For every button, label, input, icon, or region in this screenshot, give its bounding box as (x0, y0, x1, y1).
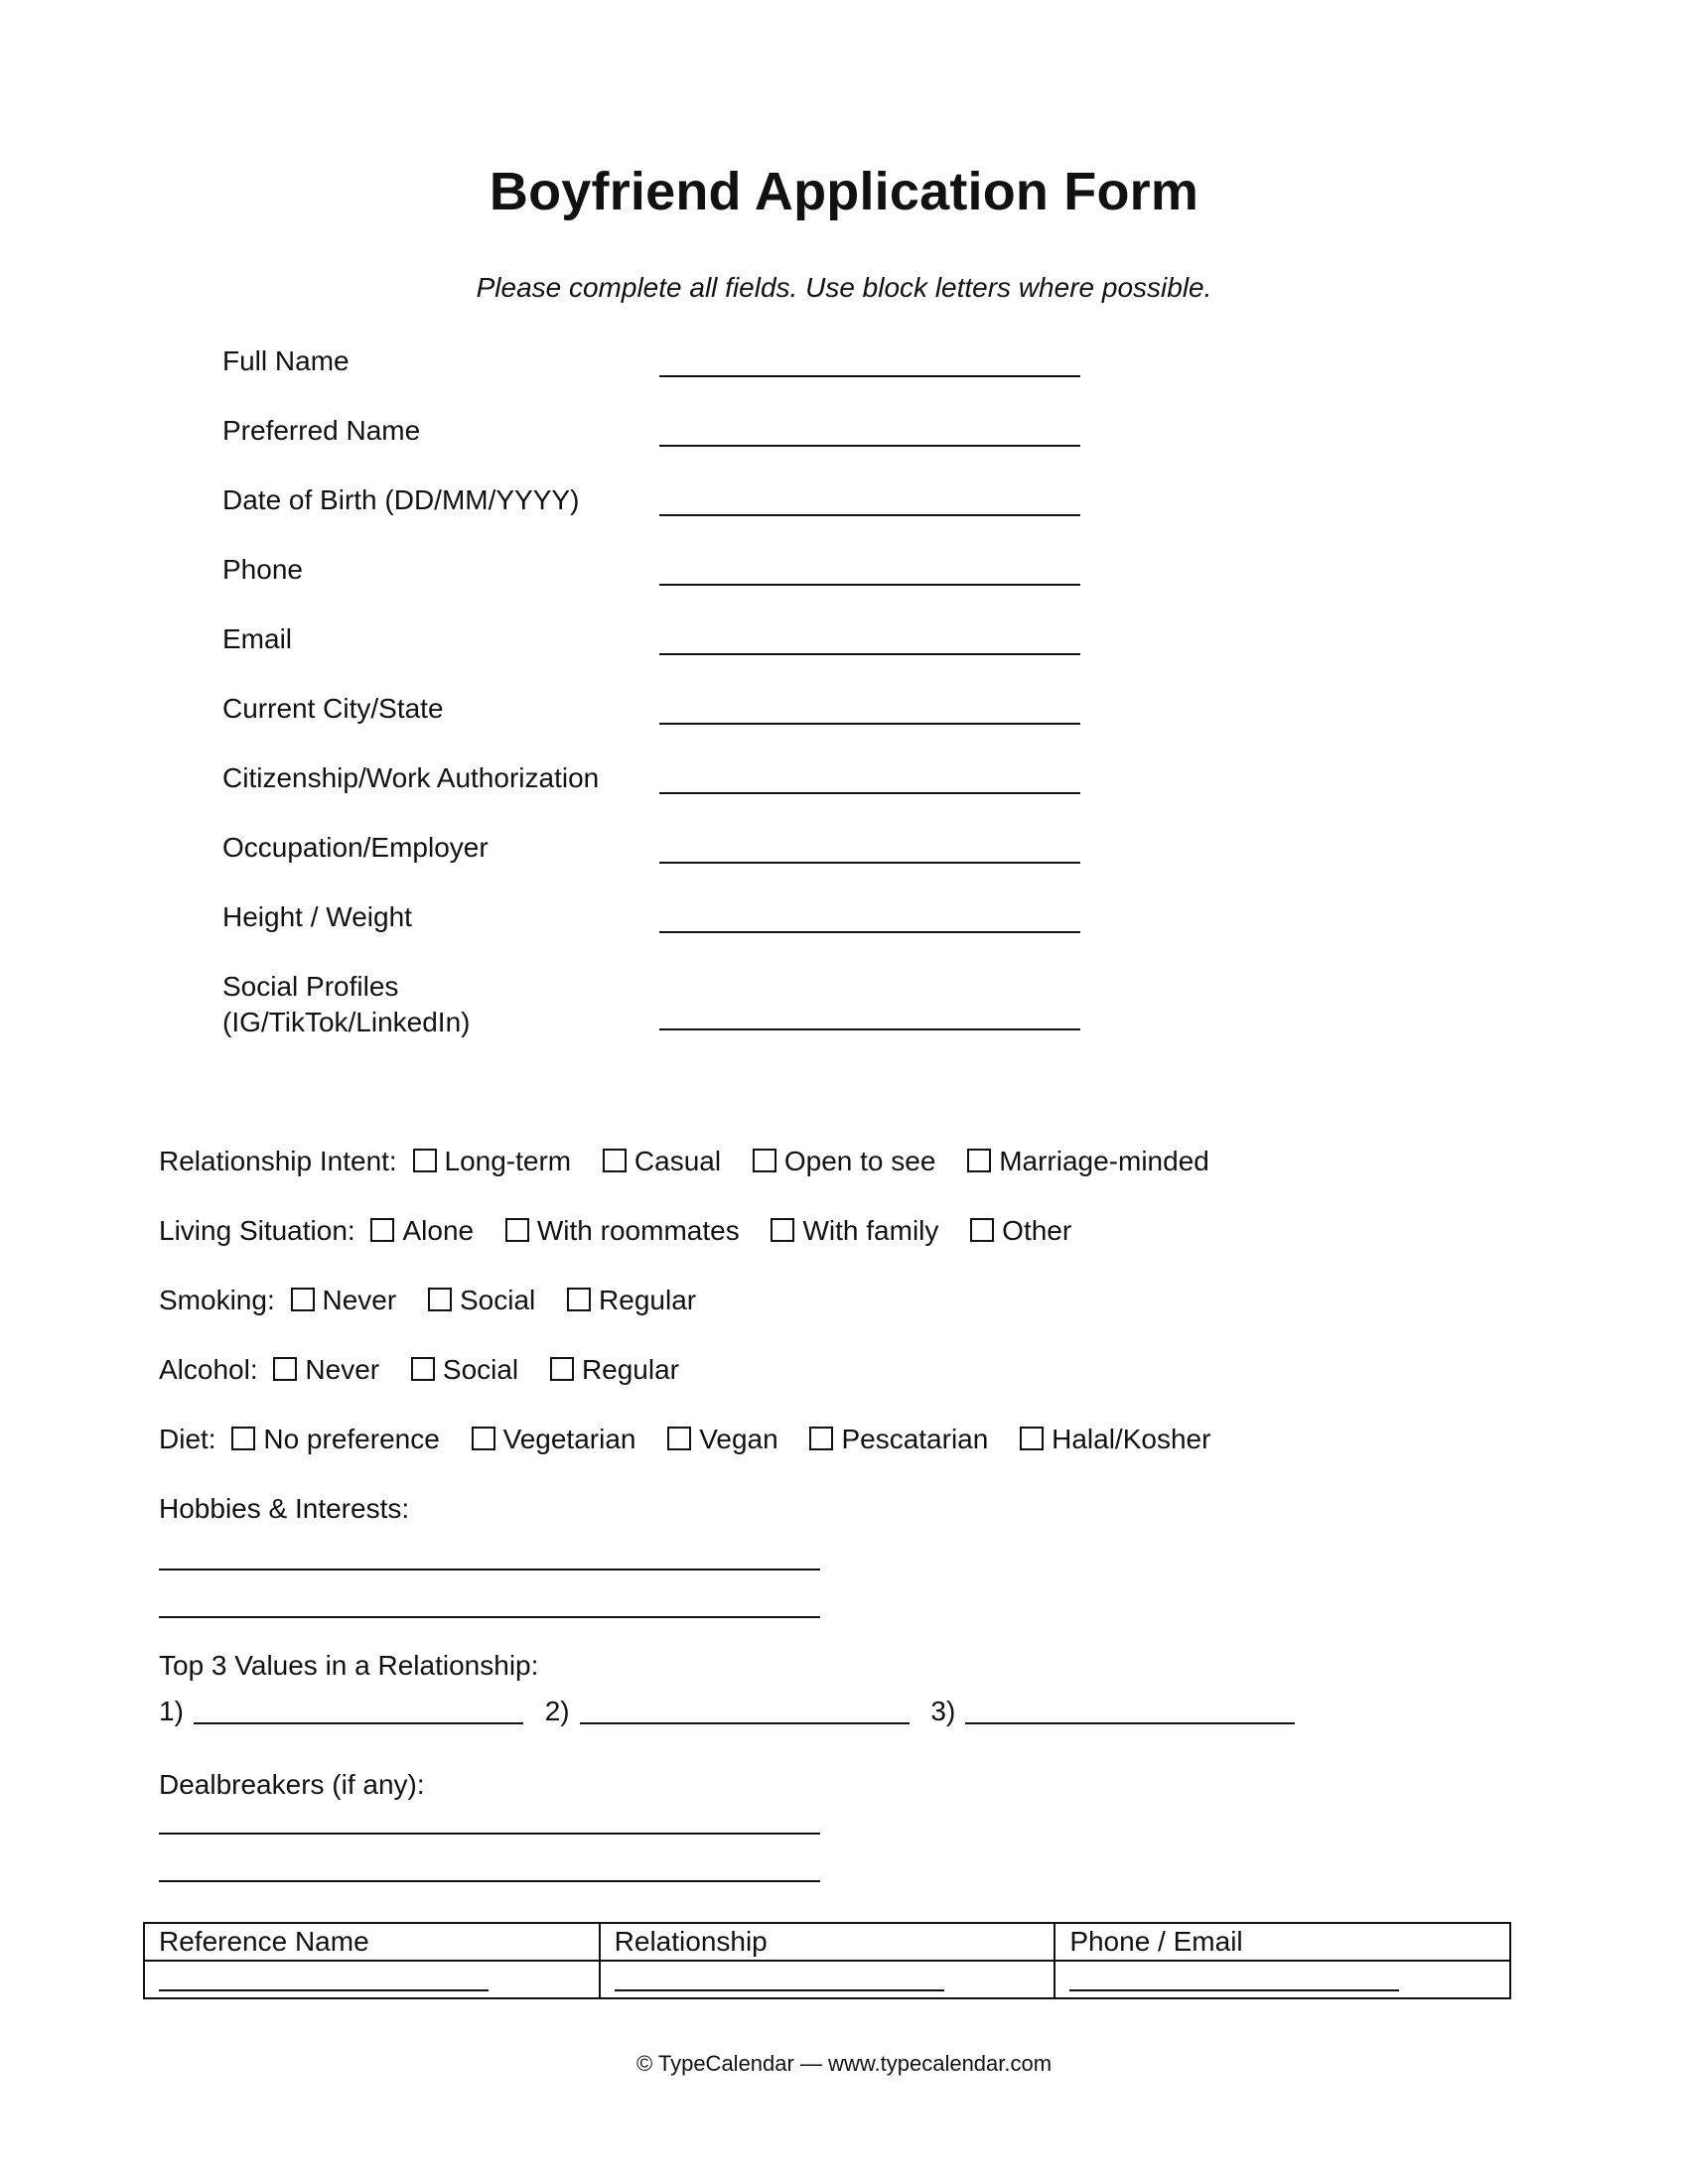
column-header-reference-name: Reference Name (144, 1923, 600, 1961)
phone-email-cell (1055, 1961, 1510, 1998)
option-vegan[interactable] (665, 1420, 777, 1459)
hobbies-label: Hobbies & Interests: (159, 1493, 410, 1524)
occupation-label: Occupation/Employer (222, 832, 489, 863)
phone-label: Phone (222, 554, 303, 585)
option-no-preference[interactable] (229, 1420, 439, 1459)
relationship-intent-label: Relationship Intent: (159, 1146, 397, 1176)
preferred-name-label: Preferred Name (222, 415, 421, 446)
value-number-2: 2) (544, 1696, 570, 1726)
values-row (159, 1696, 1309, 1727)
checkbox-icon[interactable] (603, 1149, 627, 1172)
option-label: Vegan (699, 1424, 778, 1454)
email-label: Email (222, 623, 293, 654)
personal-info-fields (222, 338, 1116, 1082)
living-situation-row (159, 1211, 1549, 1281)
relationship-cell (600, 1961, 1055, 1998)
option-smoking-regular[interactable] (565, 1281, 696, 1320)
option-alcohol-regular[interactable] (548, 1350, 679, 1390)
checkbox-icon[interactable] (809, 1427, 833, 1450)
living-situation-label: Living Situation: (159, 1215, 355, 1246)
city-state-row (222, 685, 1116, 754)
column-header-relationship: Relationship (600, 1923, 1055, 1961)
value-number-3: 3) (930, 1696, 956, 1726)
checkbox-icon[interactable] (370, 1218, 394, 1242)
relationship-field[interactable] (615, 1989, 944, 1991)
option-label: Pescatarian (841, 1424, 989, 1454)
option-label: Social (442, 1354, 519, 1385)
table-row (144, 1961, 1510, 1998)
checkbox-icon[interactable] (753, 1149, 776, 1172)
city-state-field[interactable] (659, 723, 1080, 725)
option-label: Halal/Kosher (1052, 1424, 1211, 1454)
dob-field[interactable] (659, 514, 1080, 516)
dealbreakers-line-1[interactable] (159, 1833, 820, 1835)
option-other[interactable] (968, 1211, 1071, 1251)
value-3-field[interactable] (965, 1722, 1295, 1724)
hobbies-line-2[interactable] (159, 1616, 820, 1618)
instructions: Please complete all fields. Use block letters where possible. (476, 272, 1212, 303)
option-label: With roommates (536, 1215, 740, 1246)
option-label: Regular (581, 1354, 679, 1385)
diet-label: Diet: (159, 1424, 216, 1454)
checkbox-icon[interactable] (428, 1288, 452, 1311)
checkbox-icon[interactable] (411, 1357, 435, 1381)
email-field[interactable] (659, 653, 1080, 655)
checkbox-icon[interactable] (291, 1288, 315, 1311)
height-weight-field[interactable] (659, 931, 1080, 933)
value-2-field[interactable] (580, 1722, 910, 1724)
checkbox-icon[interactable] (550, 1357, 574, 1381)
references-header-row (144, 1923, 1510, 1961)
dealbreakers-line-2[interactable] (159, 1880, 820, 1882)
checkbox-icon[interactable] (667, 1427, 691, 1450)
option-label: Never (305, 1354, 380, 1385)
option-marriage-minded[interactable] (965, 1142, 1209, 1181)
option-pescatarian[interactable] (807, 1420, 988, 1459)
full-name-field[interactable] (659, 375, 1080, 377)
option-long-term[interactable] (411, 1142, 572, 1181)
relationship-intent-row (159, 1142, 1549, 1211)
full-name-row (222, 338, 1116, 407)
alcohol-row (159, 1350, 1549, 1420)
column-header-phone-email: Phone / Email (1055, 1923, 1510, 1961)
preferred-name-row (222, 407, 1116, 477)
phone-email-field[interactable] (1069, 1989, 1399, 1991)
smoking-label: Smoking: (159, 1285, 275, 1315)
dealbreakers-label: Dealbreakers (if any): (159, 1769, 425, 1800)
phone-row (222, 546, 1116, 615)
checkbox-icon[interactable] (231, 1427, 255, 1450)
full-name-label: Full Name (222, 345, 350, 376)
option-halal-kosher[interactable] (1018, 1420, 1210, 1459)
option-open-to-see[interactable] (751, 1142, 936, 1181)
checkbox-icon[interactable] (970, 1218, 994, 1242)
city-state-label: Current City/State (222, 693, 444, 724)
social-profiles-field[interactable] (659, 1028, 1080, 1030)
option-label: Casual (633, 1146, 722, 1176)
phone-field[interactable] (659, 584, 1080, 586)
option-label: Regular (599, 1285, 697, 1315)
height-weight-label: Height / Weight (222, 901, 412, 932)
option-with-roommates[interactable] (503, 1211, 740, 1251)
citizenship-label: Citizenship/Work Authorization (222, 762, 600, 793)
alcohol-label: Alcohol: (159, 1354, 258, 1385)
dob-label: Date of Birth (DD/MM/YYYY) (222, 484, 580, 515)
occupation-field[interactable] (659, 862, 1080, 864)
option-label: With family (802, 1215, 939, 1246)
checkbox-icon[interactable] (567, 1288, 591, 1311)
page-title: Boyfriend Application Form (489, 162, 1199, 221)
height-weight-row (222, 893, 1116, 963)
reference-name-field[interactable] (159, 1989, 489, 1991)
checkbox-icon[interactable] (1020, 1427, 1044, 1450)
option-label: Marriage-minded (999, 1146, 1209, 1176)
hobbies-line-1[interactable] (159, 1569, 820, 1570)
option-smoking-social[interactable] (426, 1281, 535, 1320)
checkbox-icon[interactable] (472, 1427, 495, 1450)
smoking-row (159, 1281, 1549, 1350)
occupation-row (222, 824, 1116, 893)
option-label: Other (1002, 1215, 1072, 1246)
diet-row (159, 1420, 1549, 1489)
checkbox-icon[interactable] (413, 1149, 437, 1172)
value-1-field[interactable] (194, 1722, 523, 1724)
citizenship-field[interactable] (659, 792, 1080, 794)
dob-row (222, 477, 1116, 546)
option-casual[interactable] (601, 1142, 721, 1181)
option-alcohol-social[interactable] (409, 1350, 518, 1390)
option-label: Social (459, 1285, 536, 1315)
option-label: Long-term (444, 1146, 572, 1176)
values-label: Top 3 Values in a Relationship: (159, 1650, 539, 1681)
social-profiles-row (222, 963, 1116, 1082)
preferred-name-field[interactable] (659, 445, 1080, 447)
option-label: Vegetarian (502, 1424, 636, 1454)
checkbox-icon[interactable] (771, 1218, 794, 1242)
option-with-family[interactable] (769, 1211, 938, 1251)
reference-name-cell (144, 1961, 600, 1998)
option-label: Open to see (783, 1146, 936, 1176)
email-row (222, 615, 1116, 685)
social-profiles-label-line1: Social Profiles (222, 971, 399, 1002)
social-profiles-label (222, 969, 639, 1040)
citizenship-row (222, 754, 1116, 824)
option-alone[interactable] (368, 1211, 474, 1251)
checkbox-icon[interactable] (273, 1357, 297, 1381)
checkbox-icon[interactable] (967, 1149, 991, 1172)
option-alcohol-never[interactable] (271, 1350, 379, 1390)
footer-copyright: © TypeCalendar — www.typecalendar.com (635, 2051, 1053, 2076)
option-label: Never (322, 1285, 397, 1315)
option-label: No preference (263, 1424, 440, 1454)
value-number-1: 1) (159, 1696, 184, 1726)
social-profiles-label-line2: (IG/TikTok/LinkedIn) (222, 1007, 471, 1037)
checkbox-icon[interactable] (505, 1218, 529, 1242)
preferences-section (159, 1142, 1549, 1489)
option-label: Alone (402, 1215, 475, 1246)
option-smoking-never[interactable] (289, 1281, 397, 1320)
references-table (143, 1922, 1511, 1999)
option-vegetarian[interactable] (470, 1420, 636, 1459)
